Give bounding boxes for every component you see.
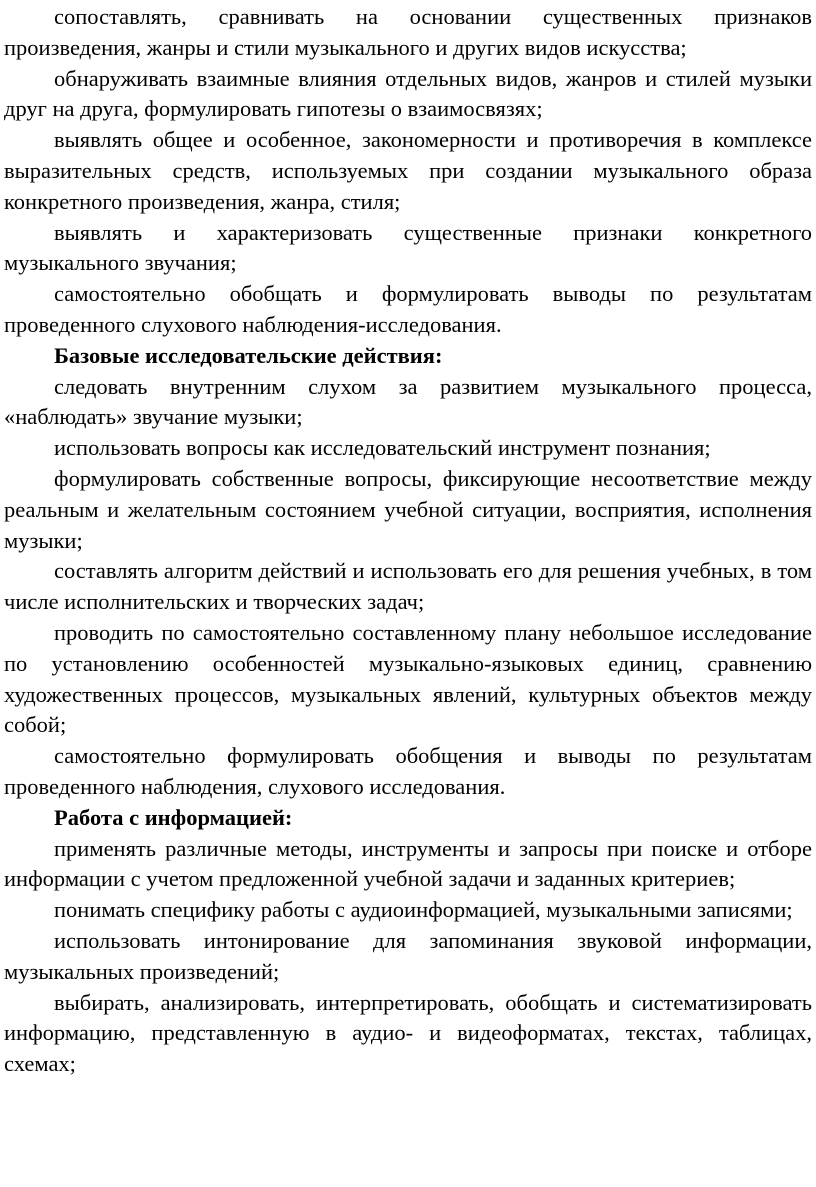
list-item: использовать интонирование для запоминания звуковой информации, музыкальных произведений; (4, 927, 812, 984)
list-item: выявлять и характеризовать существенные признаки конкретного музыкального звучания; (4, 219, 812, 276)
list-item: применять различные методы, инструменты и запросы при поиске и отборе информации с учетом предложенной учебной задачи и заданных критериев; (4, 835, 812, 892)
list-item: выбирать, анализировать, интерпретировать, обобщать и систематизировать информацию, представленную в аудио- и видеоформатах, текстах, таблицах, схемах; (4, 989, 812, 1077)
list-item: проводить по самостоятельно составленному плану небольшое исследование по установлению особенностей музыкально-языковых единиц, сравнению художественных процессов, музыкальных явлений, культурных объектов между собой; (4, 619, 812, 738)
list-item: сопоставлять, сравнивать на основании существенных признаков произведения, жанры и стили музыкального и других видов искусства; (4, 4, 812, 60)
list-item: выявлять общее и особенное, закономерности и противоречия в комплексе выразительных средств, используемых при создании музыкального образа конкретного произведения, жанра, стиля; (4, 127, 812, 214)
list-item: понимать специфику работы с аудиоинформацией, музыкальными записями; (54, 897, 793, 923)
list-item: следовать внутренним слухом за развитием музыкального процесса, «наблюдать» звучание музыки; (4, 373, 812, 430)
list-item: обнаруживать взаимные влияния отдельных видов, жанров и стилей музыки друг на друга, формулировать гипотезы о взаимосвязях; (4, 65, 812, 122)
list-item: использовать вопросы как исследовательский инструмент познания; (54, 435, 711, 461)
list-item: самостоятельно формулировать обобщения и выводы по результатам проведенного наблюдения, слухового исследования. (4, 743, 812, 799)
list-item: самостоятельно обобщать и формулировать выводы по результатам проведенного слухового наблюдения-исследования. (4, 281, 812, 337)
list-item: составлять алгоритм действий и использовать его для решения учебных, в том числе исполнительских и творческих задач; (4, 558, 812, 615)
section-heading: Базовые исследовательские действия: (54, 342, 443, 368)
list-item: формулировать собственные вопросы, фиксирующие несоответствие между реальным и желательным состоянием учебной ситуации, восприятия, исполнения музыки; (4, 465, 812, 553)
section-heading: Работа с информацией: (54, 804, 293, 830)
